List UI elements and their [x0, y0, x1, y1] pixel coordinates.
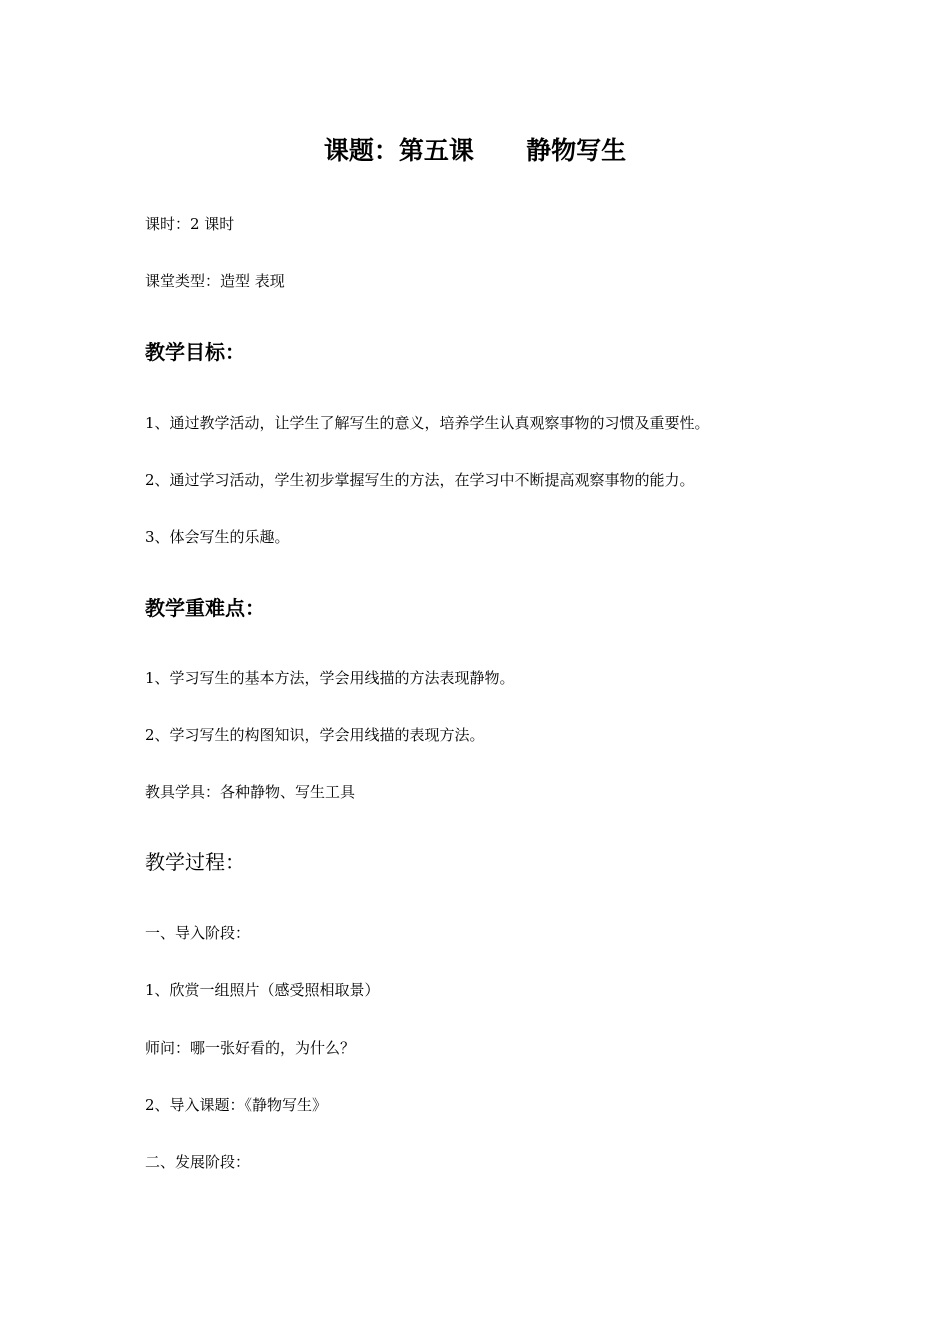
- process-line-3: 师问：哪一张好看的，为什么？: [145, 1039, 356, 1057]
- process-heading: 教学过程：: [145, 850, 245, 874]
- objective-item-3: 3、体会写生的乐趣。: [145, 528, 290, 546]
- process-line-5: 二、发展阶段：: [145, 1153, 251, 1171]
- process-line-1: 一、导入阶段：: [145, 924, 251, 942]
- objectives-heading: 教学目标：: [145, 340, 245, 364]
- process-line-4: 2、导入课题：《静物写生》: [145, 1096, 328, 1114]
- class-type-line: 课堂类型：造型 表现: [145, 272, 285, 290]
- objective-item-2: 2、通过学习活动，学生初步掌握写生的方法，在学习中不断提高观察事物的能力。: [145, 471, 695, 489]
- class-hours-line: 课时：2 课时: [145, 215, 235, 233]
- materials-line: 教具学具：各种静物、写生工具: [145, 783, 356, 801]
- key-point-item-1: 1、学习写生的基本方法，学会用线描的方法表现静物。: [145, 669, 515, 687]
- objective-item-1: 1、通过教学活动，让学生了解写生的意义，培养学生认真观察事物的习惯及重要性。: [145, 414, 710, 432]
- key-point-item-2: 2、学习写生的构图知识，学会用线描的表现方法。: [145, 726, 485, 744]
- document-title: 课题：第五课 静物写生: [323, 136, 627, 165]
- key-points-heading: 教学重难点：: [145, 596, 265, 620]
- process-line-2: 1、欣赏一组照片（感受照相取景）: [145, 981, 380, 999]
